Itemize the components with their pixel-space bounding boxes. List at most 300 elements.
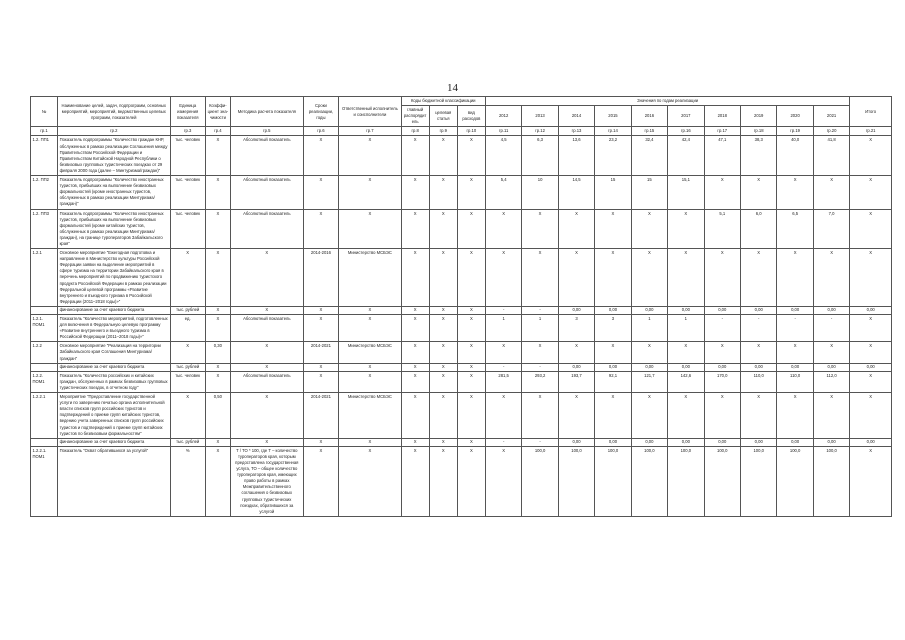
row-coef-cell: X <box>205 306 230 314</box>
row-budget-cell: X <box>429 438 457 446</box>
col-executor-header: Ответственный исполнитель и соисполнители <box>339 97 401 127</box>
table-row <box>31 393 892 439</box>
row-year-value-cell: X <box>522 342 558 363</box>
graf-cell: гр.17 <box>704 127 740 136</box>
row-coef-cell: X <box>205 176 230 209</box>
row-year-value-cell: 23,2 <box>595 136 631 176</box>
row-year-value-cell: 100,0 <box>631 446 667 516</box>
row-total-cell: X <box>850 176 892 209</box>
row-year-value-cell: 0,00 <box>813 438 849 446</box>
row-terms-cell: 2014-2016 <box>303 249 338 307</box>
row-year-value-cell: 100,0 <box>668 446 704 516</box>
graf-cell: гр.6 <box>303 127 338 136</box>
row-year-value-cell: 40,0 <box>777 136 813 176</box>
row-budget-cell: X <box>429 176 457 209</box>
row-year-value-cell: - <box>485 438 521 446</box>
row-id-cell: 1.2.2.1. ПОМ1 <box>31 446 58 516</box>
row-unit-cell: X <box>170 249 205 307</box>
row-unit-cell: X <box>170 393 205 439</box>
row-year-value-cell: 0,00 <box>740 438 776 446</box>
graf-cell: гр.3 <box>170 127 205 136</box>
row-year-value-cell: X <box>668 209 704 249</box>
row-budget-cell: X <box>429 249 457 307</box>
row-year-value-cell: 1 <box>668 315 704 342</box>
row-year-value-cell: X <box>631 249 667 307</box>
row-method-cell: X <box>230 249 303 307</box>
row-budget-cell: X <box>457 306 485 314</box>
row-year-value-cell: - <box>522 306 558 314</box>
graf-cell: гр.18 <box>740 127 776 136</box>
row-year-value-cell: 0,00 <box>740 363 776 371</box>
row-method-cell: X <box>230 306 303 314</box>
year-header: 2017 <box>668 106 704 127</box>
row-executor-cell: X <box>339 176 401 209</box>
row-year-value-cell: X <box>485 342 521 363</box>
table-row <box>31 209 892 249</box>
row-terms-cell: X <box>303 315 338 342</box>
row-budget-cell: X <box>401 249 429 307</box>
header-row <box>31 97 892 106</box>
row-terms-cell: 2014-2021 <box>303 342 338 363</box>
row-year-value-cell: 0,00 <box>740 306 776 314</box>
row-year-value-cell: 5,4 <box>485 176 521 209</box>
row-total-cell: X <box>850 136 892 176</box>
row-name-cell: Показатель "Количество российских и китайских граждан, обслуженных в рамках безвизовых групповых туристических поездок, в отчетном году" <box>58 371 170 392</box>
row-year-value-cell: 100,0 <box>777 446 813 516</box>
row-year-value-cell: X <box>740 393 776 439</box>
year-header: 2021 <box>813 106 849 127</box>
row-year-value-cell: - <box>485 306 521 314</box>
col-method-header: Методика расчета показателя <box>230 97 303 127</box>
row-year-value-cell: 100,0 <box>704 446 740 516</box>
row-budget-cell: X <box>401 315 429 342</box>
row-id-cell: 1.2.1. ПОМ1 <box>31 315 58 342</box>
row-total-cell: X <box>850 209 892 249</box>
year-header: 2012 <box>485 106 521 127</box>
row-year-value-cell: 100,0 <box>522 446 558 516</box>
row-unit-cell: тыс. рублей <box>170 363 205 371</box>
row-year-value-cell: 15,1 <box>668 176 704 209</box>
row-executor-cell: X <box>339 363 401 371</box>
row-budget-cell: X <box>457 393 485 439</box>
row-year-value-cell: 42,4 <box>668 136 704 176</box>
row-year-value-cell: X <box>777 393 813 439</box>
row-unit-cell: ед. <box>170 315 205 342</box>
row-year-value-cell: 1 <box>522 315 558 342</box>
row-id-cell: 1.2. ПП2 <box>31 176 58 209</box>
row-total-cell: X <box>850 342 892 363</box>
funding-row <box>31 363 892 371</box>
row-year-value-cell: X <box>813 249 849 307</box>
row-year-value-cell: 0,00 <box>631 306 667 314</box>
row-budget-cell: X <box>429 306 457 314</box>
row-year-value-cell: X <box>668 342 704 363</box>
row-budget-cell: X <box>457 371 485 392</box>
row-budget-cell: X <box>429 136 457 176</box>
row-coef-cell: 0,30 <box>205 342 230 363</box>
row-year-value-cell: X <box>668 393 704 439</box>
row-year-value-cell: 0,00 <box>631 363 667 371</box>
row-budget-cell: X <box>401 371 429 392</box>
row-coef-cell: X <box>205 371 230 392</box>
graf-cell: гр.11 <box>485 127 521 136</box>
row-id-cell: 1.2. ПП3 <box>31 209 58 249</box>
row-name-cell: Мероприятие "Предоставление государственной услуги по заверению печатью органа исполнительной власти списков групп российских туристов и подтверждений о приеме групп китайских туристов, ведению учета заверенных списков групп российских туристов и подтверждений о приеме групп китайских туристов по безвизовым формальностям" <box>58 393 170 439</box>
row-year-value-cell: 15 <box>631 176 667 209</box>
row-executor-cell: Министерство МСБЭС <box>339 342 401 363</box>
graf-cell: гр.12 <box>522 127 558 136</box>
row-executor-cell: X <box>339 315 401 342</box>
row-budget-cell: X <box>429 342 457 363</box>
funding-row <box>31 306 892 314</box>
row-budget-cell: X <box>429 363 457 371</box>
row-year-value-cell: 100,0 <box>813 446 849 516</box>
row-coef-cell: X <box>205 209 230 249</box>
budget-sub-header: главный распорядитель <box>401 106 429 127</box>
row-year-value-cell: X <box>558 209 594 249</box>
table-body <box>31 136 892 516</box>
row-id-cell: 1.2. ПП1 <box>31 136 58 176</box>
graf-cell: гр.2 <box>58 127 170 136</box>
year-header: 2020 <box>777 106 813 127</box>
row-year-value-cell: 3 <box>595 315 631 342</box>
col-unit-header: Единица измерения показателя <box>170 97 205 127</box>
graf-cell: гр.9 <box>429 127 457 136</box>
row-unit-cell: тыс. рублей <box>170 438 205 446</box>
row-terms-cell: 2014-2021 <box>303 393 338 439</box>
row-unit-cell: тыс. человек <box>170 176 205 209</box>
row-terms-cell: X <box>303 438 338 446</box>
row-year-value-cell: - <box>522 438 558 446</box>
row-year-value-cell: X <box>813 342 849 363</box>
row-year-value-cell: - <box>522 363 558 371</box>
row-year-value-cell: X <box>813 393 849 439</box>
indicator-table <box>30 96 892 517</box>
row-terms-cell: X <box>303 363 338 371</box>
row-year-value-cell: 100,0 <box>740 446 776 516</box>
col-total-header: Итого <box>850 97 892 127</box>
row-total-cell: X <box>850 446 892 516</box>
row-year-value-cell: X <box>522 209 558 249</box>
graf-cell: гр.19 <box>777 127 813 136</box>
row-year-value-cell: X <box>740 249 776 307</box>
row-year-value-cell: 100,0 <box>595 446 631 516</box>
row-executor-cell: X <box>339 136 401 176</box>
row-year-value-cell: - <box>485 363 521 371</box>
row-executor-cell: X <box>339 446 401 516</box>
row-year-value-cell: 193,7 <box>558 371 594 392</box>
row-coef-cell: X <box>205 446 230 516</box>
row-year-value-cell: 0,00 <box>668 438 704 446</box>
row-unit-cell: X <box>170 342 205 363</box>
row-year-value-cell: 142,6 <box>668 371 704 392</box>
row-method-cell: X <box>230 363 303 371</box>
row-unit-cell: тыс. рублей <box>170 306 205 314</box>
table-row <box>31 371 892 392</box>
year-header: 2019 <box>740 106 776 127</box>
row-total-cell: 0,00 <box>850 306 892 314</box>
row-year-value-cell: X <box>704 249 740 307</box>
row-year-value-cell: 38,3 <box>740 136 776 176</box>
row-year-value-cell: 0,00 <box>558 363 594 371</box>
row-year-value-cell: X <box>558 342 594 363</box>
row-year-value-cell: 121,7 <box>631 371 667 392</box>
row-year-value-cell: X <box>522 393 558 439</box>
row-year-value-cell: 14,5 <box>558 176 594 209</box>
row-name-cell: Показатель подпрограммы "Количество иностранных туристов, прибывших на выполнение безвизовых формальностей (кроме китайских туристов, обслуженных в рамках реализации Минтуризма/граждан), на границе туроператоров Забайкальского края" <box>58 209 170 249</box>
row-method-cell: Абсолютный показатель <box>230 315 303 342</box>
row-coef-cell: X <box>205 363 230 371</box>
row-year-value-cell: 0,00 <box>595 438 631 446</box>
row-year-value-cell: - <box>704 315 740 342</box>
row-budget-cell: X <box>457 315 485 342</box>
row-total-cell: 0,00 <box>850 438 892 446</box>
row-year-value-cell: X <box>704 176 740 209</box>
row-year-value-cell: 4,5 <box>485 136 521 176</box>
row-year-value-cell: 0,00 <box>668 306 704 314</box>
row-total-cell: X <box>850 315 892 342</box>
row-budget-cell: X <box>457 176 485 209</box>
row-budget-cell: X <box>429 209 457 249</box>
row-budget-cell: X <box>401 136 429 176</box>
row-year-value-cell: 0,00 <box>704 438 740 446</box>
graf-cell: гр.13 <box>558 127 594 136</box>
page-number: 14 <box>447 82 458 94</box>
year-header: 2014 <box>558 106 594 127</box>
row-budget-cell: X <box>457 342 485 363</box>
row-year-value-cell: 0,00 <box>704 306 740 314</box>
row-id-cell <box>31 363 58 371</box>
row-year-value-cell: 281,5 <box>485 371 521 392</box>
row-total-cell: X <box>850 393 892 439</box>
row-budget-cell: X <box>429 446 457 516</box>
row-year-value-cell: 0,00 <box>558 438 594 446</box>
row-coef-cell: X <box>205 136 230 176</box>
col-coef-header: Коэффи-циент зна-чимости <box>205 97 230 127</box>
graf-cell: гр.4 <box>205 127 230 136</box>
row-year-value-cell: X <box>740 176 776 209</box>
row-total-cell: 0,00 <box>850 363 892 371</box>
row-year-value-cell: 10 <box>522 176 558 209</box>
row-year-value-cell: 5,1 <box>704 209 740 249</box>
row-budget-cell: X <box>429 315 457 342</box>
row-terms-cell: X <box>303 446 338 516</box>
row-year-value-cell: X <box>558 393 594 439</box>
row-year-value-cell: 13,6 <box>558 136 594 176</box>
row-unit-cell: % <box>170 446 205 516</box>
row-method-cell: X <box>230 342 303 363</box>
row-total-cell: X <box>850 371 892 392</box>
row-budget-cell: X <box>401 342 429 363</box>
row-year-value-cell: 41,8 <box>813 136 849 176</box>
col-name-header: Наименование целей, задач, подпрограмм, основных мероприятий, мероприятий, ведомственных целевых программ, показателей <box>58 97 170 127</box>
row-unit-cell: тыс. человек <box>170 136 205 176</box>
row-method-cell: X <box>230 438 303 446</box>
row-year-value-cell: 1 <box>631 315 667 342</box>
budget-sub-header: вид расходов <box>457 106 485 127</box>
row-year-value-cell: X <box>631 393 667 439</box>
row-year-value-cell: X <box>740 342 776 363</box>
row-year-value-cell: 0,00 <box>595 363 631 371</box>
row-budget-cell: X <box>457 446 485 516</box>
row-id-cell <box>31 438 58 446</box>
row-budget-cell: X <box>457 438 485 446</box>
row-year-value-cell: 92,1 <box>595 371 631 392</box>
row-year-value-cell: X <box>595 393 631 439</box>
row-coef-cell: X <box>205 438 230 446</box>
row-budget-cell: X <box>457 363 485 371</box>
row-year-value-cell: 0,00 <box>777 306 813 314</box>
graf-cell: гр.15 <box>631 127 667 136</box>
graf-cell: гр.8 <box>401 127 429 136</box>
row-year-value-cell: 110,0 <box>777 371 813 392</box>
row-method-cell: Т / ТО * 100, где Т – количество туроператоров края, которым предоставлена государственная услуга, ТО – общее количество туроператоров края, имеющих право работы в рамках Межправительственного соглашения о безвизовых групповых туристических поездках, обратившихся за услугой <box>230 446 303 516</box>
row-year-value-cell: 0,00 <box>558 306 594 314</box>
table-row <box>31 315 892 342</box>
graf-cell: гр.20 <box>813 127 849 136</box>
year-header: 2015 <box>595 106 631 127</box>
row-terms-cell: X <box>303 371 338 392</box>
table-row <box>31 176 892 209</box>
row-year-value-cell: 6,3 <box>522 136 558 176</box>
row-executor-cell: X <box>339 209 401 249</box>
row-budget-cell: X <box>401 306 429 314</box>
row-year-value-cell: 170,0 <box>704 371 740 392</box>
row-budget-cell: X <box>401 209 429 249</box>
row-year-value-cell: 0,00 <box>595 306 631 314</box>
funding-row <box>31 438 892 446</box>
table-row <box>31 342 892 363</box>
row-budget-cell: X <box>429 393 457 439</box>
row-terms-cell: X <box>303 176 338 209</box>
budget-sub-header: целевая статья <box>429 106 457 127</box>
graf-cell: гр.21 <box>850 127 892 136</box>
row-budget-cell: X <box>401 446 429 516</box>
row-method-cell: Абсолютный показатель <box>230 136 303 176</box>
row-year-value-cell: 3 <box>558 315 594 342</box>
row-year-value-cell: X <box>485 393 521 439</box>
row-method-cell: Абсолютный показатель <box>230 371 303 392</box>
row-name-cell: Показатель "Количество мероприятий, подготовленных для включения в Федеральную целевую программу «Развитие внутреннего и въездного туризма в Российской Федерации (2011–2018 годы)»" <box>58 315 170 342</box>
years-header: Значения по годам реализации <box>485 97 849 106</box>
row-year-value-cell: 0,00 <box>668 363 704 371</box>
row-year-value-cell: 0,00 <box>704 363 740 371</box>
row-terms-cell: X <box>303 136 338 176</box>
row-budget-cell: X <box>401 438 429 446</box>
row-budget-cell: X <box>457 136 485 176</box>
graf-cell: гр.16 <box>668 127 704 136</box>
row-year-value-cell: X <box>813 176 849 209</box>
row-year-value-cell: X <box>485 249 521 307</box>
row-year-value-cell: 0,00 <box>631 438 667 446</box>
col-num-header: № <box>31 97 58 127</box>
row-year-value-cell: - <box>740 315 776 342</box>
row-year-value-cell: 6,5 <box>777 209 813 249</box>
col-terms-header: Сроки реализации, годы <box>303 97 338 127</box>
year-header: 2013 <box>522 106 558 127</box>
row-year-value-cell: X <box>777 342 813 363</box>
row-year-value-cell: X <box>631 209 667 249</box>
row-id-cell: 1.2.2.1 <box>31 393 58 439</box>
row-budget-cell: X <box>401 363 429 371</box>
row-method-cell: X <box>230 393 303 439</box>
row-budget-cell: X <box>401 393 429 439</box>
table-row <box>31 136 892 176</box>
row-budget-cell: X <box>429 371 457 392</box>
row-name-cell: Основное мероприятие "Реализация на территории Забайкальского края Соглашения Минтуризма/граждан" <box>58 342 170 363</box>
row-year-value-cell: 112,0 <box>813 371 849 392</box>
row-executor-cell: Министерство МСБЭС <box>339 249 401 307</box>
row-name-cell: финансирование за счет краевого бюджета <box>58 363 170 371</box>
row-name-cell: финансирование за счет краевого бюджета <box>58 438 170 446</box>
row-year-value-cell: 110,0 <box>740 371 776 392</box>
row-id-cell <box>31 306 58 314</box>
graf-cell: гр.10 <box>457 127 485 136</box>
row-year-value-cell: X <box>595 342 631 363</box>
row-year-value-cell: X <box>777 176 813 209</box>
row-year-value-cell: X <box>485 446 521 516</box>
row-unit-cell: тыс. человек <box>170 371 205 392</box>
row-executor-cell: X <box>339 306 401 314</box>
row-id-cell: 1.2.2. ПОМ1 <box>31 371 58 392</box>
row-total-cell: X <box>850 249 892 307</box>
row-name-cell: финансирование за счет краевого бюджета <box>58 306 170 314</box>
table-row <box>31 249 892 307</box>
row-name-cell: Основное мероприятие "Ежегодная подготовка и направление в Министерство культуры Российской Федерации заявки на выделение мероприятий в сфере туризма на территории Забайкальского края в перечень мероприятий по продвижению туристского продукта Российской Федерации в рамках реализации Федеральной целевой программы «Развитие внутреннего и въездного туризма в Российской Федерации (2011–2018 годы)»" <box>58 249 170 307</box>
graf-row <box>31 127 892 136</box>
graf-cell: гр.14 <box>595 127 631 136</box>
row-year-value-cell: - <box>777 315 813 342</box>
row-year-value-cell: 0,00 <box>813 306 849 314</box>
row-method-cell: Абсолютный показатель <box>230 209 303 249</box>
row-year-value-cell: X <box>558 249 594 307</box>
row-year-value-cell: 7,0 <box>813 209 849 249</box>
year-header: 2016 <box>631 106 667 127</box>
row-budget-cell: X <box>401 176 429 209</box>
row-name-cell: Показатель подпрограммы "Количество граждан КНР, обслуженных в рамках реализации Соглашения между Правительством Российской Федерации и Правительством Китайской Народной Республики о безвизовых групповых туристических поездках от 29 февраля 2000 года (далее – Минтуризма/граждан)" <box>58 136 170 176</box>
row-coef-cell: 0,50 <box>205 393 230 439</box>
row-year-value-cell: 32,4 <box>631 136 667 176</box>
row-year-value-cell: - <box>813 315 849 342</box>
row-year-value-cell: X <box>595 209 631 249</box>
row-year-value-cell: 0,00 <box>813 363 849 371</box>
row-name-cell: Показатель подпрограммы "Количество иностранных туристов, прибывших на выполнение безвизовых формальностей (кроме иностранных туристов, обслуженных в рамках реализации Минтуризма/граждан)" <box>58 176 170 209</box>
graf-cell: гр.5 <box>230 127 303 136</box>
row-year-value-cell: X <box>704 342 740 363</box>
row-year-value-cell: X <box>631 342 667 363</box>
row-year-value-cell: X <box>704 393 740 439</box>
row-budget-cell: X <box>457 249 485 307</box>
row-year-value-cell: 293,2 <box>522 371 558 392</box>
row-year-value-cell: 6,0 <box>740 209 776 249</box>
row-id-cell: 1.2.1 <box>31 249 58 307</box>
row-coef-cell: X <box>205 249 230 307</box>
row-year-value-cell: X <box>595 249 631 307</box>
row-year-value-cell: 0,00 <box>777 438 813 446</box>
row-terms-cell: X <box>303 209 338 249</box>
row-year-value-cell: 15 <box>595 176 631 209</box>
row-year-value-cell: 100,0 <box>558 446 594 516</box>
row-year-value-cell: X <box>668 249 704 307</box>
row-year-value-cell: X <box>777 249 813 307</box>
row-unit-cell: тыс. человек <box>170 209 205 249</box>
row-budget-cell: X <box>457 209 485 249</box>
row-id-cell: 1.2.2 <box>31 342 58 363</box>
row-year-value-cell: X <box>485 209 521 249</box>
row-coef-cell: X <box>205 315 230 342</box>
graf-cell: гр.1 <box>31 127 58 136</box>
row-method-cell: Абсолютный показатель <box>230 176 303 209</box>
